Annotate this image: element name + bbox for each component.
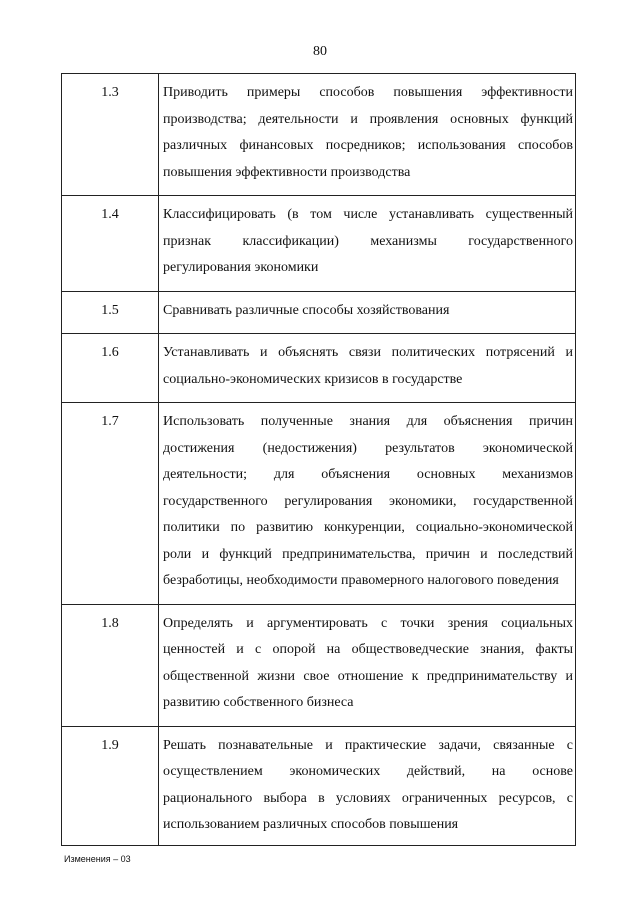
row-code: 1.6	[62, 334, 159, 403]
row-code: 1.9	[62, 726, 159, 845]
page-number: 80	[313, 44, 327, 59]
row-text: Приводить примеры способов повышения эффективности производства; деятельности и проявления основных функций различных финансовых посредников; использования способов повышения эффективности производства	[159, 74, 576, 196]
row-code: 1.3	[62, 74, 159, 196]
row-code: 1.4	[62, 196, 159, 292]
footer-revision: Изменения – 03	[64, 854, 131, 864]
row-code: 1.7	[62, 403, 159, 605]
row-code: 1.5	[62, 291, 159, 334]
table-row	[62, 726, 576, 845]
table-row	[62, 74, 576, 196]
requirements-table	[61, 73, 576, 846]
table-row	[62, 291, 576, 334]
row-text: Устанавливать и объяснять связи политических потрясений и социально-экономических кризисов в государстве	[159, 334, 576, 403]
row-text: Определять и аргументировать с точки зрения социальных ценностей и с опорой на обществоведческие знания, факты общественной жизни свое отношение к предпринимательству и развитию собственного бизнеса	[159, 604, 576, 726]
table-row	[62, 196, 576, 292]
table-row	[62, 604, 576, 726]
row-text: Использовать полученные знания для объяснения причин достижения (недостижения) результатов экономической деятельности; для объяснения основных механизмов государственного регулирования экономики, государственной политики по развитию конкуренции, социально-экономической роли и функций предпринимательства, причин и последствий безработицы, необходимости правомерного налогового поведения	[159, 403, 576, 605]
row-text: Сравнивать различные способы хозяйствования	[159, 291, 576, 334]
row-code: 1.8	[62, 604, 159, 726]
row-text: Решать познавательные и практические задачи, связанные с осуществлением экономических действий, на основе рационального выбора в условиях ограниченных ресурсов, с использованием различных способов повышения	[159, 726, 576, 845]
row-text: Классифицировать (в том числе устанавливать существенный признак классификации) механизмы государственного регулирования экономики	[159, 196, 576, 292]
table-row	[62, 334, 576, 403]
table-row	[62, 403, 576, 605]
